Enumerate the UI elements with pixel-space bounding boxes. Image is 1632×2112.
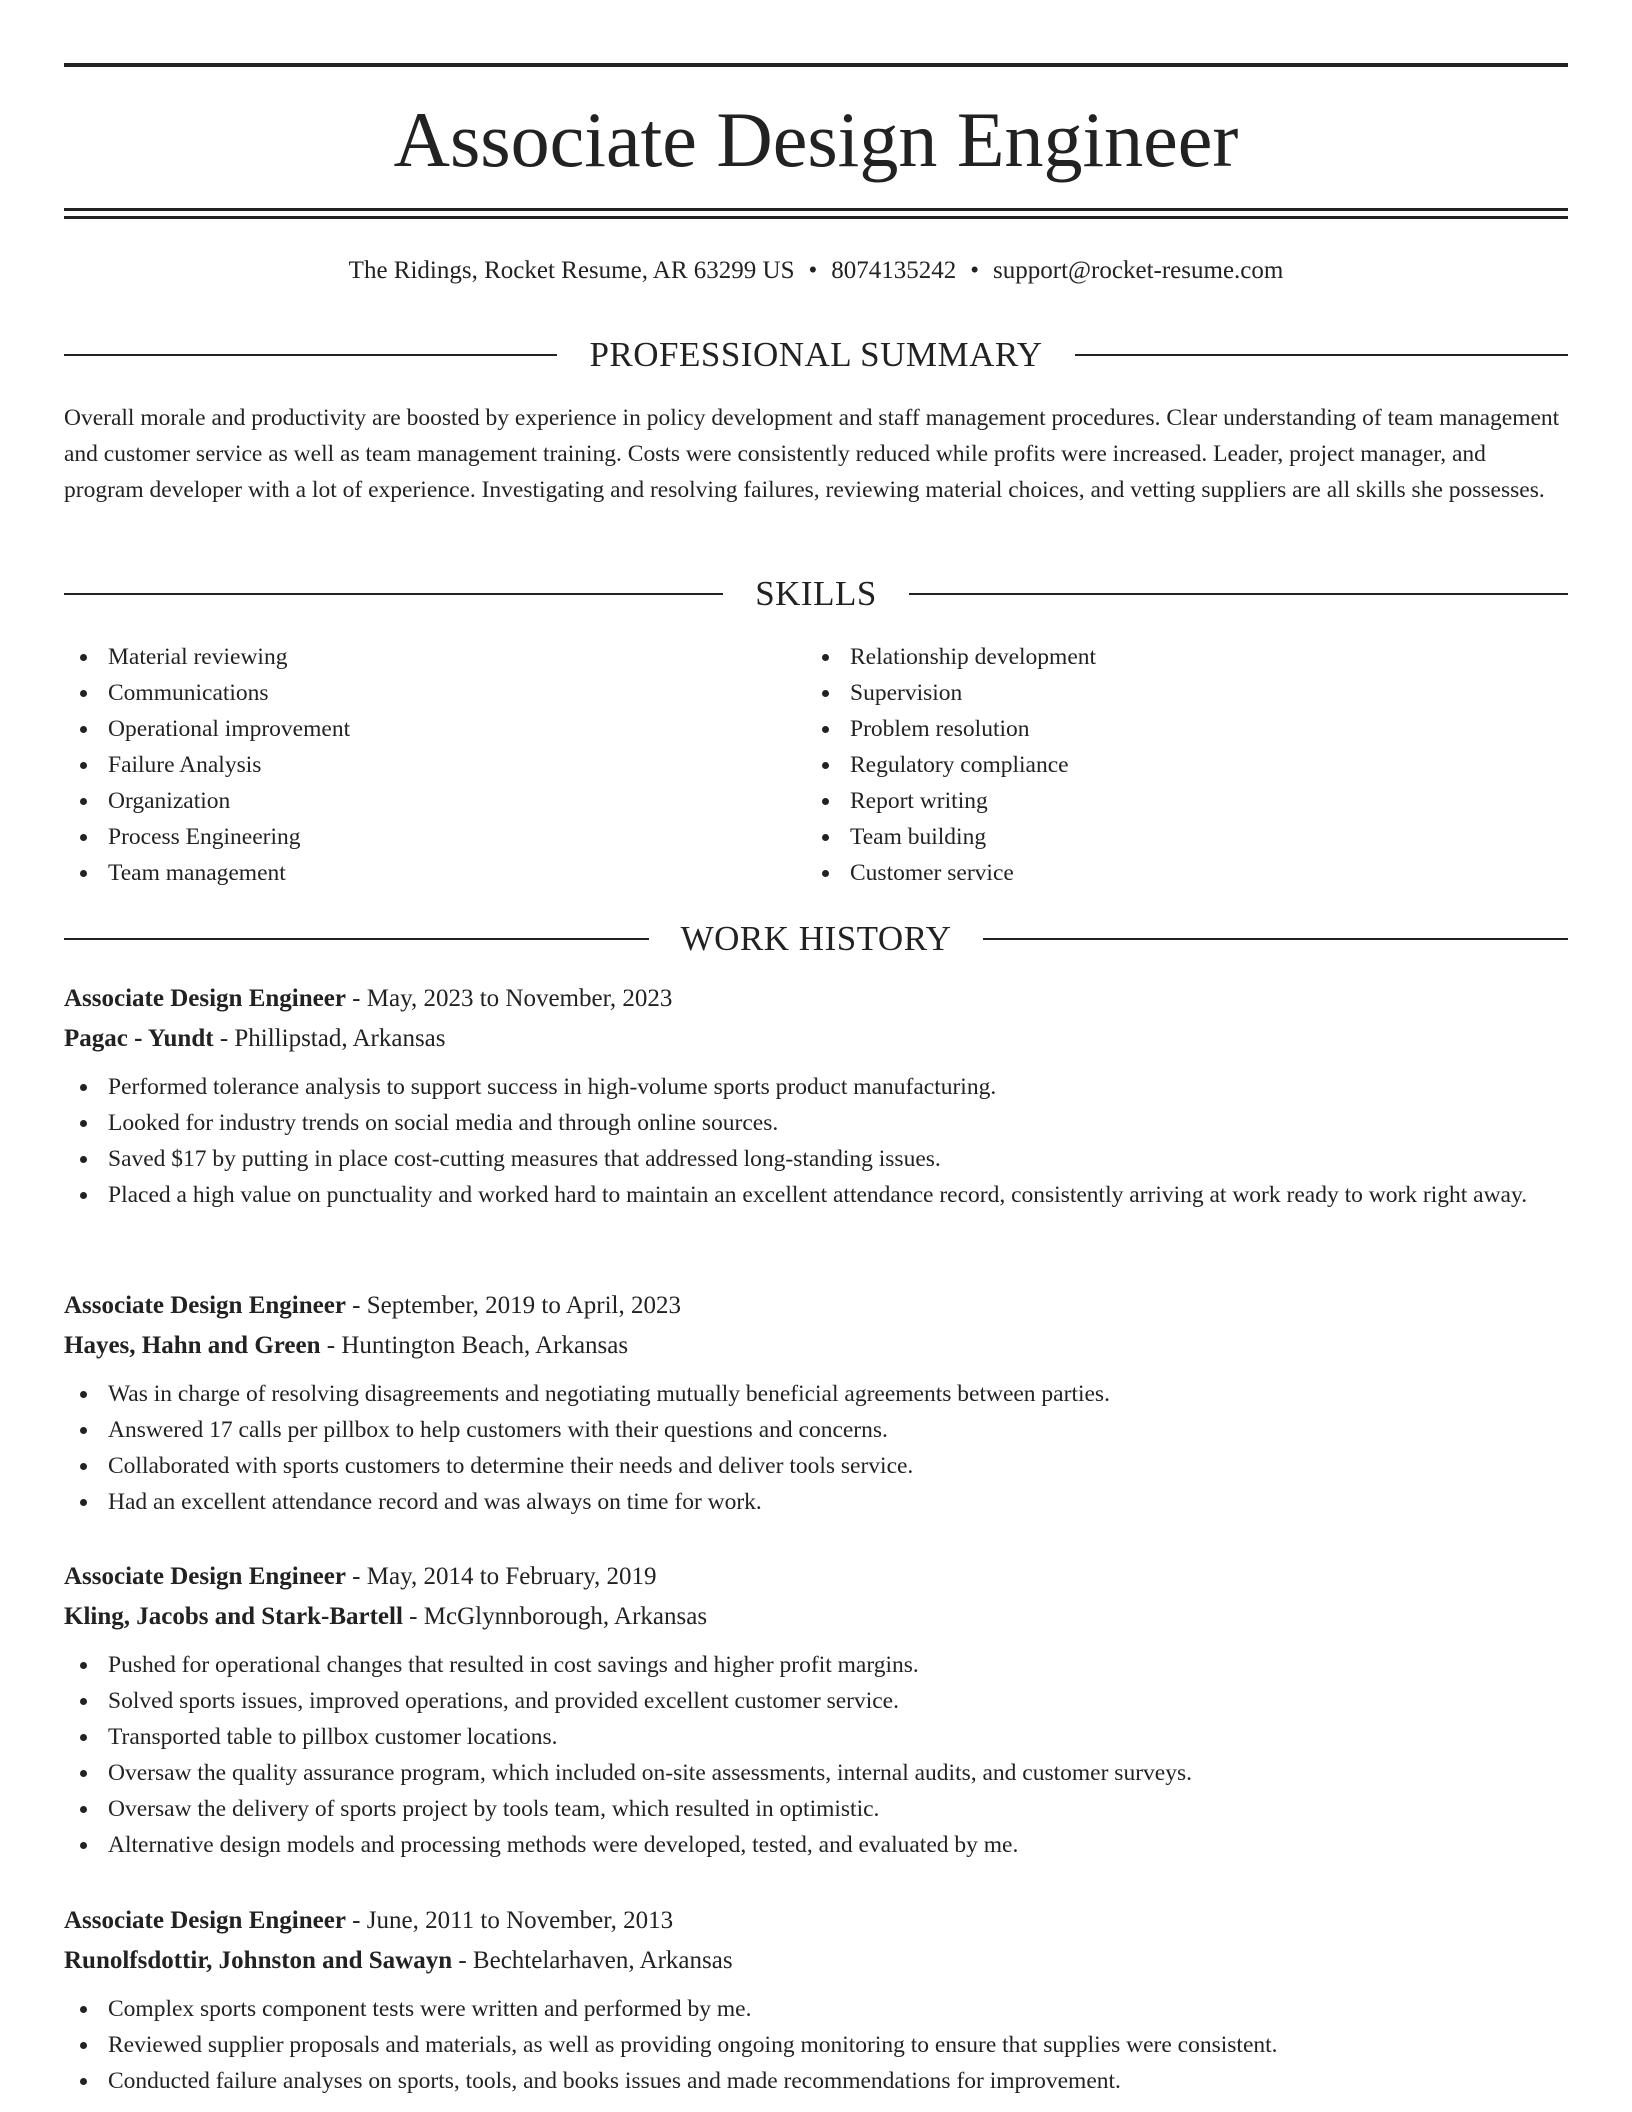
job-dates: - May, 2014 to February, 2019 bbox=[345, 1563, 657, 1590]
job-company: Kling, Jacobs and Stark-Bartell bbox=[64, 1603, 403, 1630]
job-title-line bbox=[64, 1557, 1568, 1597]
heading-rule bbox=[1075, 354, 1568, 356]
skills-list bbox=[64, 639, 1568, 891]
skill-item: Team management bbox=[64, 855, 806, 891]
heading-rule bbox=[64, 593, 723, 595]
job-entry bbox=[64, 1557, 1568, 1863]
contact-line bbox=[64, 254, 1568, 288]
skill-item: Problem resolution bbox=[806, 711, 1548, 747]
job-bullet: Had an excellent attendance record and was always on time for work. bbox=[64, 1484, 1568, 1520]
job-bullet: Was in charge of resolving disagreements and negotiating mutually beneficial agreements between parties. bbox=[64, 1376, 1568, 1412]
contact-separator: • bbox=[970, 257, 980, 284]
job-title: Associate Design Engineer bbox=[64, 1292, 346, 1319]
job-location: - Huntington Beach, Arkansas bbox=[320, 1332, 629, 1359]
job-bullet: Saved $17 by putting in place cost-cutting measures that addressed long-standing issues. bbox=[64, 1141, 1568, 1177]
contact-email: support@rocket-resume.com bbox=[993, 257, 1284, 284]
skill-item: Regulatory compliance bbox=[806, 747, 1548, 783]
summary-text: Overall morale and productivity are boosted by experience in policy development and staff management procedures. Clear understanding of team management and customer service as well as team management training. Costs were consistently reduced while profits were increased. Leader, project manager, and program developer with a lot of experience. Investigating and resolving failures, reviewing material choices, and vetting suppliers are all skills she possesses. bbox=[64, 405, 1560, 503]
top-rule bbox=[64, 63, 1568, 67]
skill-item: Relationship development bbox=[806, 639, 1548, 675]
job-bullet: Collaborated with sports customers to determine their needs and deliver tools service. bbox=[64, 1448, 1568, 1484]
job-bullet: Conducted failure analyses on sports, tools, and books issues and made recommendations for improvement. bbox=[64, 2063, 1568, 2099]
skill-item: Process Engineering bbox=[64, 819, 806, 855]
skills-column-right bbox=[806, 639, 1548, 891]
summary-heading-label: PROFESSIONAL SUMMARY bbox=[589, 335, 1043, 374]
job-entry bbox=[64, 1286, 1568, 1520]
title-rule-upper bbox=[64, 208, 1568, 211]
job-company-line bbox=[64, 1019, 1568, 1059]
skill-item: Supervision bbox=[806, 675, 1548, 711]
summary-heading bbox=[64, 333, 1568, 377]
heading-rule bbox=[909, 593, 1568, 595]
job-bullet: Looked for industry trends on social media and through online sources. bbox=[64, 1105, 1568, 1141]
job-bullet: Oversaw the delivery of sports project by tools team, which resulted in optimistic. bbox=[64, 1791, 1568, 1827]
job-bullet: Performed tolerance analysis to support success in high-volume sports product manufacturing. bbox=[64, 1069, 1568, 1105]
skill-item: Organization bbox=[64, 783, 806, 819]
contact-address: The Ridings, Rocket Resume, AR 63299 US bbox=[348, 257, 795, 284]
job-company-line bbox=[64, 1597, 1568, 1637]
job-bullet: Placed a high value on punctuality and worked hard to maintain an excellent attendance record, consistently arriving at work ready to work right away. bbox=[64, 1177, 1568, 1213]
skill-item: Team building bbox=[806, 819, 1548, 855]
job-bullets bbox=[64, 1991, 1568, 2099]
job-company: Hayes, Hahn and Green bbox=[64, 1332, 321, 1359]
skill-item: Material reviewing bbox=[64, 639, 806, 675]
job-bullet: Transported table to pillbox customer locations. bbox=[64, 1719, 1568, 1755]
job-bullets bbox=[64, 1376, 1568, 1520]
job-dates: - June, 2011 to November, 2013 bbox=[345, 1907, 674, 1934]
job-bullets bbox=[64, 1069, 1568, 1213]
job-dates: - May, 2023 to November, 2023 bbox=[345, 985, 673, 1012]
job-bullet: Solved sports issues, improved operations, and provided excellent customer service. bbox=[64, 1683, 1568, 1719]
title-rule-lower bbox=[64, 216, 1568, 219]
job-title: Associate Design Engineer bbox=[64, 1907, 346, 1934]
job-title-line bbox=[64, 1901, 1568, 1941]
job-bullets bbox=[64, 1647, 1568, 1863]
contact-phone: 8074135242 bbox=[831, 257, 957, 284]
skill-item: Communications bbox=[64, 675, 806, 711]
job-bullet: Complex sports component tests were written and performed by me. bbox=[64, 1991, 1568, 2027]
job-bullet: Alternative design models and processing methods were developed, tested, and evaluated by me. bbox=[64, 1827, 1568, 1863]
job-title-line bbox=[64, 979, 1568, 1019]
job-dates: - September, 2019 to April, 2023 bbox=[345, 1292, 681, 1319]
job-company: Runolfsdottir, Johnston and Sawayn bbox=[64, 1947, 453, 1974]
job-company-line bbox=[64, 1941, 1568, 1981]
job-title: Associate Design Engineer bbox=[64, 985, 346, 1012]
skill-item: Customer service bbox=[806, 855, 1548, 891]
job-location: - Bechtelarhaven, Arkansas bbox=[452, 1947, 733, 1974]
job-bullet: Reviewed supplier proposals and materials, as well as providing ongoing monitoring to ensure that supplies were consistent. bbox=[64, 2027, 1568, 2063]
heading-rule bbox=[983, 938, 1568, 940]
work-history-heading bbox=[64, 917, 1568, 961]
job-title: Associate Design Engineer bbox=[64, 1563, 346, 1590]
heading-rule bbox=[64, 354, 557, 356]
skills-column-left bbox=[64, 639, 806, 891]
skill-item: Failure Analysis bbox=[64, 747, 806, 783]
job-company-line bbox=[64, 1326, 1568, 1366]
skill-item: Report writing bbox=[806, 783, 1548, 819]
work-history-heading-label: WORK HISTORY bbox=[680, 919, 952, 958]
job-bullet: Pushed for operational changes that resulted in cost savings and higher profit margins. bbox=[64, 1647, 1568, 1683]
skills-heading bbox=[64, 572, 1568, 616]
job-bullet: Answered 17 calls per pillbox to help customers with their questions and concerns. bbox=[64, 1412, 1568, 1448]
resume-title: Associate Design Engineer bbox=[393, 96, 1239, 183]
job-bullet: Oversaw the quality assurance program, which included on-site assessments, internal audits, and customer surveys. bbox=[64, 1755, 1568, 1791]
job-title-line bbox=[64, 1286, 1568, 1326]
job-entry bbox=[64, 1901, 1568, 2099]
job-location: - Phillipstad, Arkansas bbox=[213, 1025, 446, 1052]
contact-separator: • bbox=[808, 257, 818, 284]
job-entry bbox=[64, 979, 1568, 1213]
job-company: Pagac - Yundt bbox=[64, 1025, 214, 1052]
heading-rule bbox=[64, 938, 649, 940]
skill-item: Operational improvement bbox=[64, 711, 806, 747]
job-location: - McGlynnborough, Arkansas bbox=[402, 1603, 708, 1630]
skills-heading-label: SKILLS bbox=[755, 574, 877, 613]
